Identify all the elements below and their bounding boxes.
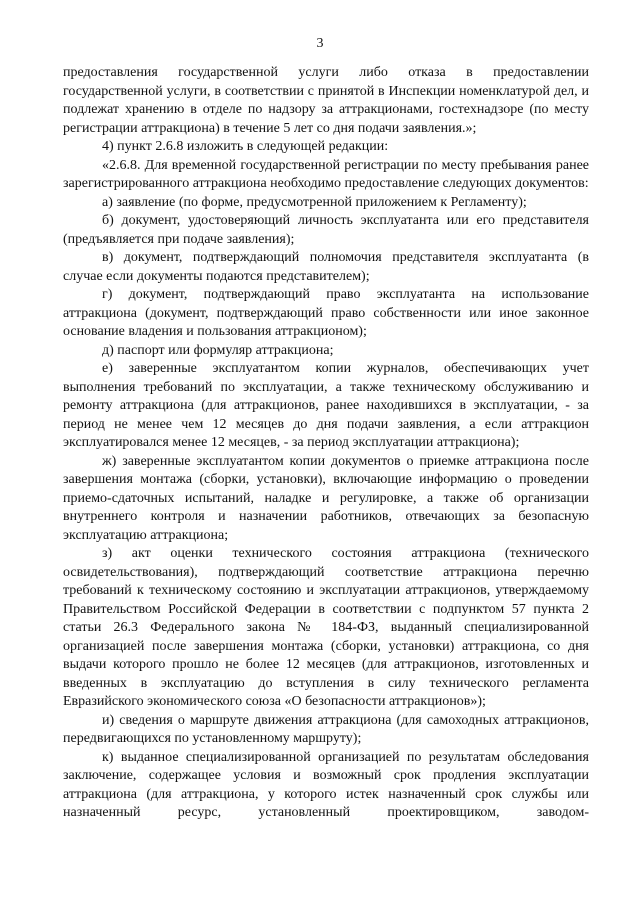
list-item-a: а) заявление (по форме, предусмотренной приложением к Регламенту); <box>102 194 527 210</box>
list-item-e: е) заверенные эксплуатантом копии журналов, обеспечивающих учет выполнения требований по эксплуатации, а также техническому обслуживанию и ремонту аттракциона (для аттракционов, ранее находившихся в эксплуатации, - за период не менее чем 12 месяцев до дня подачи заявления, а если аттракцион эксплуатировался менее 12 месяцев, - за период эксплуатации аттракциона); <box>63 361 589 450</box>
document-body <box>63 64 589 823</box>
list-item-d: д) паспорт или формуляр аттракциона; <box>102 342 334 358</box>
paragraph-item-4: 4) пункт 2.6.8 изложить в следующей редакции: <box>102 139 389 154</box>
list-item-z: з) акт оценки технического состояния аттракциона (технического освидетельствования), подтверждающий соответствие аттракциона перечню требований к техническому состоянию и эксплуатации аттракционов, утверждаемому Правительством Российской Федерации в соответствии с подпунктом 57 пункта 2 статьи 26.3 Федерального закона № 184-ФЗ, выданный специализированной организацией после завершения монтажа (сборки, установки) аттракциона, со дня выдачи которого прошло не более 12 месяцев (для аттракционов, изготовленных и введенных в эксплуатацию до вступления в силу технического регламента Евразийского экономического союза «О безопасности аттракционов»); <box>63 546 589 709</box>
list-item-i: и) сведения о маршруте движения аттракциона (для самоходных аттракционов, передвигающихся по установленному маршруту); <box>63 712 589 746</box>
list-item-g: г) документ, подтверждающий право эксплуатанта на использование аттракциона (документ, подтверждающий право собственности или иное законное основание владения и пользования аттракционом); <box>63 287 589 339</box>
list-item-v: в) документ, подтверждающий полномочия представителя эксплуатанта (в случае если документы подаются представителем); <box>63 250 589 284</box>
list-item-k: к) выданное специализированной организацией по результатам обследования заключение, содержащее условия и возможный срок продления эксплуатации аттракциона (для аттракциона, у которого истек назначенный срок службы или назначенный ресурс, установленный проектировщиком, заводом- <box>63 749 589 820</box>
list-item-b: б) документ, удостоверяющий личность эксплуатанта или его представителя (предъявляется при подаче заявления); <box>63 213 589 247</box>
list-item-zh: ж) заверенные эксплуатантом копии документов о приемке аттракциона после завершения монтажа (сборки, установки), включающие информацию о проведении приемо-сдаточных испытаний, наладке и регулировке, а также об организации внутреннего контроля и назначении работников, отвечающих за безопасную эксплуатацию аттракциона; <box>63 453 589 543</box>
paragraph-clause-2-6-8: «2.6.8. Для временной государственной регистрации по месту пребывания ранее зарегистрированного аттракциона необходимо предоставление следующих документов: <box>63 157 589 191</box>
page-number: 3 <box>316 36 324 51</box>
paragraph-continuation: предоставления государственной услуги либо отказа в предоставлении государственной услуги, в соответствии с принятой в Инспекции номенклатурой дел, и подлежат хранению в отделе по надзору за аттракционами, гостехнадзоре (по месту регистрации аттракциона) в течение 5 лет со дня подачи заявления.»; <box>63 65 589 136</box>
